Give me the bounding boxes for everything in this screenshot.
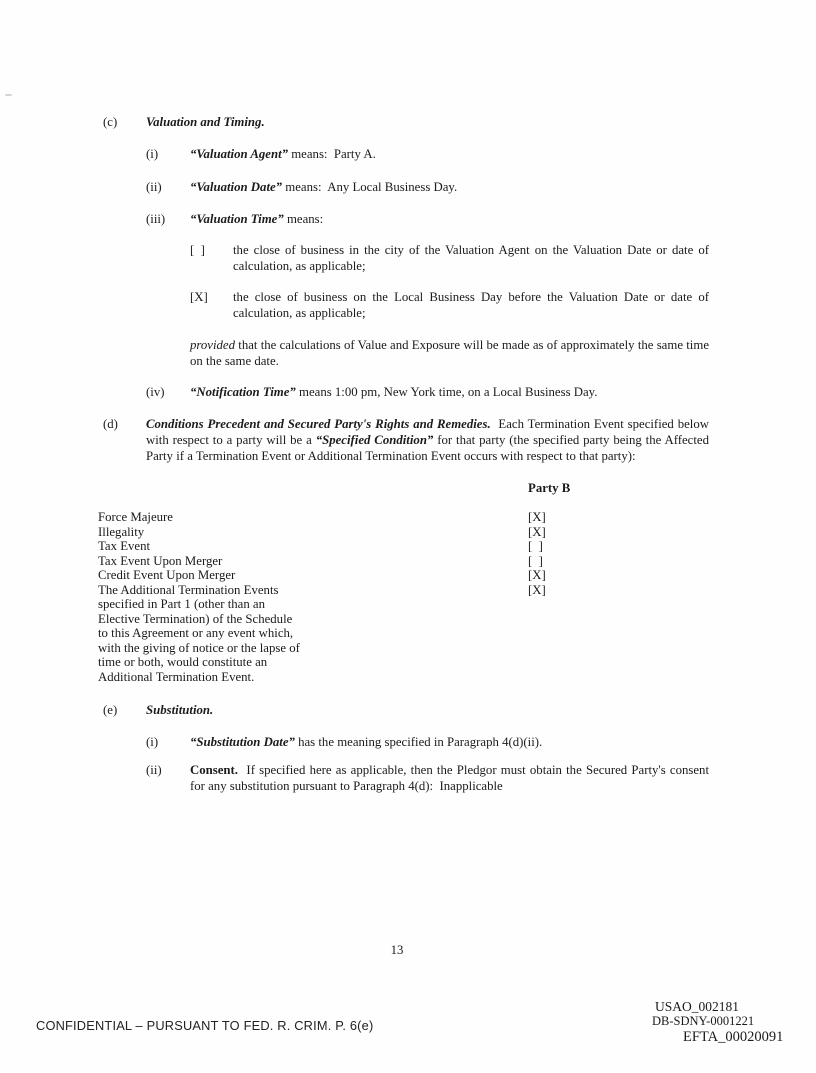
table-row [98, 670, 710, 685]
defined-term: “Notification Time” [190, 385, 296, 399]
clause-c-iv-label: (iv) [146, 385, 165, 399]
section-d-text: Each Termination Event specified below with respect to a party will be a [146, 417, 709, 447]
table-row [98, 510, 710, 525]
bates-stamp-efta: EFTA_00020091 [683, 1029, 784, 1045]
section-d-paragraph [103, 416, 709, 464]
clause-c-iv-text [190, 384, 709, 400]
clause-text: has the meaning specified in Paragraph 4(d)(ii). [294, 735, 543, 749]
row-label: The Additional Termination Events [98, 582, 279, 597]
row-label: Credit Event Upon Merger [98, 568, 236, 582]
defined-term: “Valuation Date” [190, 180, 283, 194]
table-row [98, 597, 710, 612]
section-e-title: Substitution. [146, 703, 214, 717]
proviso-text: that the calculations of Value and Exposure will be made as of approximately the same time on the same date. [190, 338, 709, 368]
row-mark: [ ] [528, 539, 543, 553]
row-label: time or both, would constitute an [98, 655, 268, 669]
defined-term: “Specified Condition” [315, 433, 434, 447]
clause-text: If specified here as applicable, then the Pledgor must obtain the Secured Party's consent for any substitution pursuant to Paragraph 4(d): Inapplicable [190, 763, 709, 793]
row-label: Tax Event Upon Merger [98, 553, 223, 568]
row-mark: [X] [528, 568, 546, 582]
clause-e-ii [146, 762, 709, 794]
section-d-label: (d) [103, 417, 118, 431]
section-e-heading [103, 702, 709, 718]
table-row [98, 568, 710, 583]
table-row [98, 641, 710, 656]
table-row [98, 539, 710, 554]
clause-c-ii-text [190, 179, 709, 195]
table-row [98, 655, 710, 670]
table-row [98, 626, 710, 641]
valuation-time-option-unchecked [190, 242, 709, 274]
row-mark: [X] [528, 510, 546, 524]
table-rows [98, 510, 710, 684]
row-label: to this Agreement or any event which, [98, 626, 294, 640]
proviso-lead: provided [190, 338, 236, 352]
row-mark: [ ] [528, 553, 543, 568]
party-b-column-header: Party B [528, 481, 571, 495]
row-label: with the giving of notice or the lapse of [98, 640, 300, 655]
clause-text: means: Any Local Business Day. [282, 180, 458, 194]
defined-term: “Valuation Time” [190, 212, 284, 226]
specified-conditions-table [98, 480, 710, 684]
section-d-text: for that party (the specified party being the Affected Party if a Termination Event or Additional Termination Event occurs with respect to that party): [146, 433, 709, 463]
section-c-label: (c) [103, 115, 118, 129]
defined-term: “Substitution Date” [190, 735, 295, 749]
scan-artifact [5, 94, 12, 96]
clause-e-ii-label: (ii) [146, 763, 162, 777]
section-d-title: Conditions Precedent and Secured Party's Rights and Remedies. [146, 417, 491, 431]
document-body [98, 114, 709, 794]
clause-text: means: [283, 212, 324, 226]
option-text: the close of business in the city of the Valuation Agent on the Valuation Date or date of calculation, as applicable; [233, 243, 709, 273]
section-e-label: (e) [103, 703, 118, 717]
clause-text: means 1:00 pm, New York time, on a Local Business Day. [295, 385, 598, 399]
clause-e-i-label: (i) [146, 735, 159, 749]
clause-e-i-text [190, 734, 709, 750]
clause-c-iii-label: (iii) [146, 212, 166, 226]
table-row [98, 554, 710, 569]
section-d-body [146, 416, 709, 464]
row-label: Force Majeure [98, 510, 173, 524]
bates-stamp-db-sdny: DB-SDNY-0001221 [652, 1014, 755, 1028]
row-label: Tax Event [98, 539, 151, 553]
section-c-title: Valuation and Timing. [146, 115, 265, 129]
clause-c-ii-label: (ii) [146, 180, 162, 194]
table-row [98, 525, 710, 540]
confidential-stamp: CONFIDENTIAL – PURSUANT TO FED. R. CRIM. P. 6(e) [36, 1018, 374, 1033]
valuation-time-option-checked [190, 289, 709, 321]
row-label: Illegality [98, 524, 145, 539]
table-row [98, 612, 710, 627]
clause-c-i-text [190, 146, 709, 162]
clause-c-i [146, 146, 709, 162]
clause-e-i [146, 734, 709, 750]
clause-c-iii-text [190, 211, 709, 227]
checkbox-checked: [X] [190, 290, 208, 304]
clause-c-iv [146, 384, 709, 400]
bates-stamp-usao: USAO_002181 [655, 999, 740, 1014]
row-label: Additional Termination Event. [98, 669, 255, 684]
consent-lead: Consent. [190, 763, 238, 777]
proviso-paragraph [190, 337, 709, 369]
clause-c-i-label: (i) [146, 147, 159, 161]
clause-e-ii-text [190, 762, 709, 794]
clause-text: means: Party A. [288, 147, 376, 161]
section-c-heading [103, 114, 709, 130]
row-mark: [X] [528, 582, 546, 597]
page-number: 13 [390, 943, 404, 957]
clause-c-ii [146, 179, 709, 195]
defined-term: “Valuation Agent” [190, 147, 289, 161]
clause-c-iii [146, 211, 709, 227]
table-row [98, 583, 710, 598]
checkbox-empty: [ ] [190, 243, 205, 257]
row-label: Elective Termination) of the Schedule [98, 611, 293, 626]
row-label: specified in Part 1 (other than an [98, 597, 266, 611]
option-text: the close of business on the Local Business Day before the Valuation Date or date of calculation, as applicable; [233, 290, 709, 320]
row-mark: [X] [528, 524, 546, 539]
